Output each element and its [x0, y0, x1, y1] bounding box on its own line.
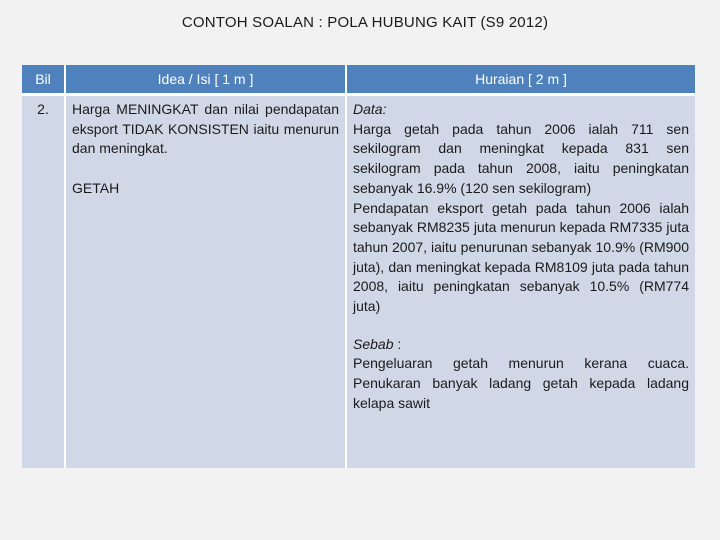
idea-commodity: GETAH: [72, 180, 120, 197]
answer-table: [22, 65, 695, 468]
cell-idea: [66, 96, 347, 468]
cell-bil: 2.: [22, 96, 66, 468]
table-header-row: [22, 65, 695, 96]
idea-text: Harga MENINGKAT dan nilai pendapatan eksport TIDAK KONSISTEN iaitu menurun dan meningkat.: [72, 101, 339, 157]
data-text-pendapatan: Pendapatan eksport getah pada tahun 2006 ialah sebanyak RM8235 juta menurun kepada RM7335 juta tahun 2007, iaitu penurunan sebanyak 10.9% (RM900 juta), dan meningkat kepada RM8109 juta pada tahun 2008, iaitu peningkatan sebanyak 10.5% (RM774 juta): [353, 199, 689, 315]
data-text-harga: Harga getah pada tahun 2006 ialah 711 sen sekilogram dan meningkat kepada 831 sen sekilogram pada tahun 2008, iaitu peningkatan sebanyak 16.9% (120 sen sekilogram): [353, 120, 689, 196]
header-huraian: Huraian [ 2 m ]: [347, 65, 695, 96]
page-title: CONTOH SOALAN : POLA HUBUNG KAIT (S9 2012): [181, 14, 549, 31]
data-label: Data:: [353, 101, 387, 117]
sebab-heading: [353, 335, 689, 355]
sebab-label: Sebab: [353, 335, 394, 352]
header-idea: Idea / Isi [ 1 m ]: [66, 65, 347, 96]
sebab-colon: :: [393, 335, 402, 352]
cell-huraian: [347, 96, 695, 468]
sebab-text: Pengeluaran getah menurun kerana cuaca. Penukaran banyak ladang getah kepada ladang kelapa sawit: [353, 355, 689, 411]
table-row: [22, 96, 695, 468]
header-bil: Bil: [22, 65, 66, 96]
